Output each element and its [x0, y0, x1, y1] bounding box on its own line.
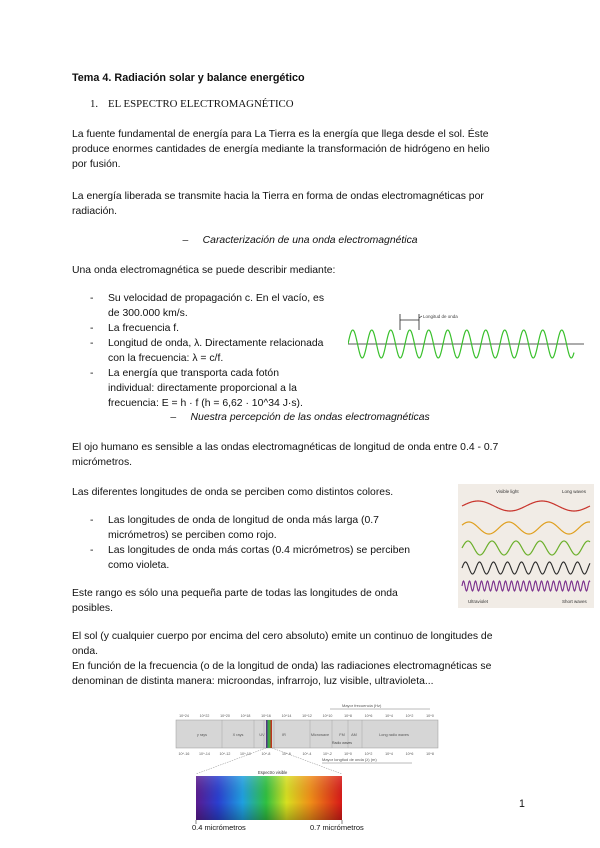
list-item [108, 513, 448, 543]
para-line: micrómetros. [72, 457, 133, 468]
band-label: UV [259, 733, 265, 737]
para-line: radiación. [72, 206, 118, 217]
para-line: Este rango es sólo una pequeña parte de todas las longitudes de onda [72, 588, 398, 599]
wavelength-tick-label: 10^4 [385, 752, 393, 756]
document-heading: Tema 4. Radiación solar y balance energético [72, 72, 305, 84]
wavelength-tick-label: 10^-10 [240, 752, 251, 756]
wavelength-tick-label: 10^-14 [199, 752, 210, 756]
subheading-text: Caracterización de una onda electromagnética [202, 235, 418, 246]
list-dash: - [90, 515, 94, 526]
list-dash: - [90, 323, 94, 334]
freq-tick-label: 10^12 [302, 714, 312, 718]
para-line: produce enormes cantidades de energía mediante la transformación de hidrógeno en helio [72, 144, 490, 155]
list-item [108, 291, 324, 321]
visible-band-in-bar [266, 720, 272, 748]
wavelength-tick-label: 10^-8 [261, 752, 271, 756]
color-waves-diagram [458, 484, 594, 608]
subheading-dash: – [170, 412, 177, 423]
freq-tick-label: 10^8 [344, 714, 352, 718]
paragraph-radiation-names [72, 659, 530, 689]
list-dash: - [90, 293, 94, 304]
wavelength-tick-label: 10^-12 [219, 752, 231, 756]
list-line: como violeta. [108, 560, 170, 571]
visible-spectrum-shading [196, 776, 342, 820]
paragraph-sun-emission [72, 629, 530, 659]
freq-ticks [179, 714, 434, 718]
label-bottom-right: Short waves [562, 599, 587, 604]
subheading-text: Nuestra percepción de las ondas electromagnéticas [190, 412, 430, 423]
para-line: En función de la frecuencia (o de la longitud de onda) las radiaciones electromagnéticas se [72, 661, 492, 672]
para-line: La energía liberada se transmite hacia la Tierra en forma de ondas electromagnéticas por [72, 191, 484, 202]
band-label: Long radio waves [379, 733, 409, 737]
freq-tick-label: 10^14 [281, 714, 292, 718]
list-line: La energía que transporta cada fotón [108, 368, 279, 379]
paragraph-wave-description: Una onda electromagnética se puede describir mediante: [72, 265, 336, 276]
subheading-perception [0, 410, 600, 425]
list-line: con la frecuencia: λ = c/f. [108, 353, 224, 364]
band-label: FM [339, 733, 345, 737]
para-line: onda. [72, 646, 99, 657]
list-item [108, 321, 179, 336]
paragraph-small-range [72, 586, 452, 616]
wavelength-tick-label: 10^8 [426, 752, 434, 756]
paragraph-sun-energy [72, 127, 530, 172]
band-label: γ rays [196, 733, 208, 737]
wavelength-axis-title: Mayor longitud de onda (λ) (m) [322, 757, 377, 762]
list-line: micrómetros) se perciben como rojo. [108, 530, 277, 541]
freq-tick-label: 10^2 [405, 714, 414, 718]
electromagnetic-spectrum-diagram [172, 700, 442, 840]
wavelength-tick-label: 10^2 [364, 752, 373, 756]
band-label: AM [351, 733, 357, 737]
wavelength-tick-label: 10^0 [344, 752, 352, 756]
label-top-right: Long waves [562, 489, 587, 494]
label-bottom-left: Ultraviolet [468, 599, 489, 604]
freq-tick-label: 10^20 [220, 714, 230, 718]
label-0-4-micrometers: 0.4 micrómetros [192, 823, 246, 832]
wavelength-tick-label: 10^-6 [282, 752, 291, 756]
list-item [108, 543, 448, 573]
list-line: Longitud de onda, λ. Directamente relacionada [108, 338, 324, 349]
list-item [108, 336, 323, 366]
freq-tick-label: 10^4 [385, 714, 393, 718]
band-label: Microwave [310, 733, 330, 737]
paragraph-colors: Las diferentes longitudes de onda se perciben como distintos colores. [72, 487, 394, 498]
subheading-dash: – [182, 235, 189, 246]
freq-tick-label: 10^24 [179, 714, 189, 718]
page-number: 1 [519, 798, 525, 810]
list-line: Las longitudes de onda más cortas (0.4 micrómetros) se perciben [108, 545, 411, 556]
band-extra-label: Radio waves [332, 741, 353, 745]
para-line: por fusión. [72, 159, 121, 170]
label-top-left: Visible light [496, 489, 519, 494]
subheading-wave-characterization [0, 233, 600, 248]
band-label: IR [282, 733, 286, 737]
para-line: El sol (y cualquier cuerpo por encima del cero absoluto) emite un continuo de longitudes de [72, 631, 493, 642]
wavelength-tick-label: 10^-16 [178, 752, 190, 756]
list-line: Las longitudes de onda de longitud de onda más larga (0.7 [108, 515, 379, 526]
band-label: X rays [232, 733, 244, 737]
para-line: posibles. [72, 603, 114, 614]
para-line: El ojo humano es sensible a las ondas electromagnéticas de longitud de onda entre 0.4 - 0.7 [72, 442, 499, 453]
wavelength-ticks [179, 752, 434, 756]
list-dash: - [90, 338, 94, 349]
freq-axis-title: Mayor frecuencia (Hz) [342, 703, 382, 708]
wavelength-pointer [419, 316, 422, 318]
para-line: denominan de distinta manera: microondas, infrarrojo, luz visible, ultravioleta... [72, 676, 434, 687]
list-dash: - [90, 368, 94, 379]
list-line: individual: directamente proporcional a la frecuencia: E = h · f (h = 6,62 · 10^34 J·s). [108, 383, 303, 409]
wavelength-tick-label: 10^-4 [302, 752, 312, 756]
para-line: La fuente fundamental de energía para La Tierra es la energía que llega desde el sol. Éste [72, 129, 489, 140]
freq-tick-label: 10^22 [199, 714, 210, 718]
freq-tick-label: 10^10 [322, 714, 333, 718]
visible-spectrum-label: Espectro visible [258, 770, 288, 775]
list-line: Su velocidad de propagación c. En el vacío, es [108, 293, 325, 304]
wavelength-diagram [348, 306, 584, 366]
section-title: EL ESPECTRO ELECTROMAGNÉTICO [108, 98, 294, 110]
list-dash: - [90, 545, 94, 556]
list-line: de 300.000 km/s. [108, 308, 188, 319]
list-line: La frecuencia f. [108, 323, 180, 334]
list-item [108, 366, 340, 411]
wavelength-tick-label: 10^6 [405, 752, 414, 756]
paragraph-eye-sensitivity [72, 440, 530, 470]
freq-tick-label: 10^6 [364, 714, 373, 718]
paragraph-radiation [72, 189, 530, 219]
label-0-7-micrometers: 0.7 micrómetros [310, 823, 364, 832]
freq-tick-label: 10^18 [240, 714, 251, 718]
freq-tick-label: 10^0 [426, 714, 434, 718]
freq-tick-label: 10^16 [261, 714, 271, 718]
section-number: 1. [90, 98, 99, 110]
wavelength-label: Longitud de onda [423, 314, 458, 319]
wavelength-tick-label: 10^-2 [323, 752, 332, 756]
